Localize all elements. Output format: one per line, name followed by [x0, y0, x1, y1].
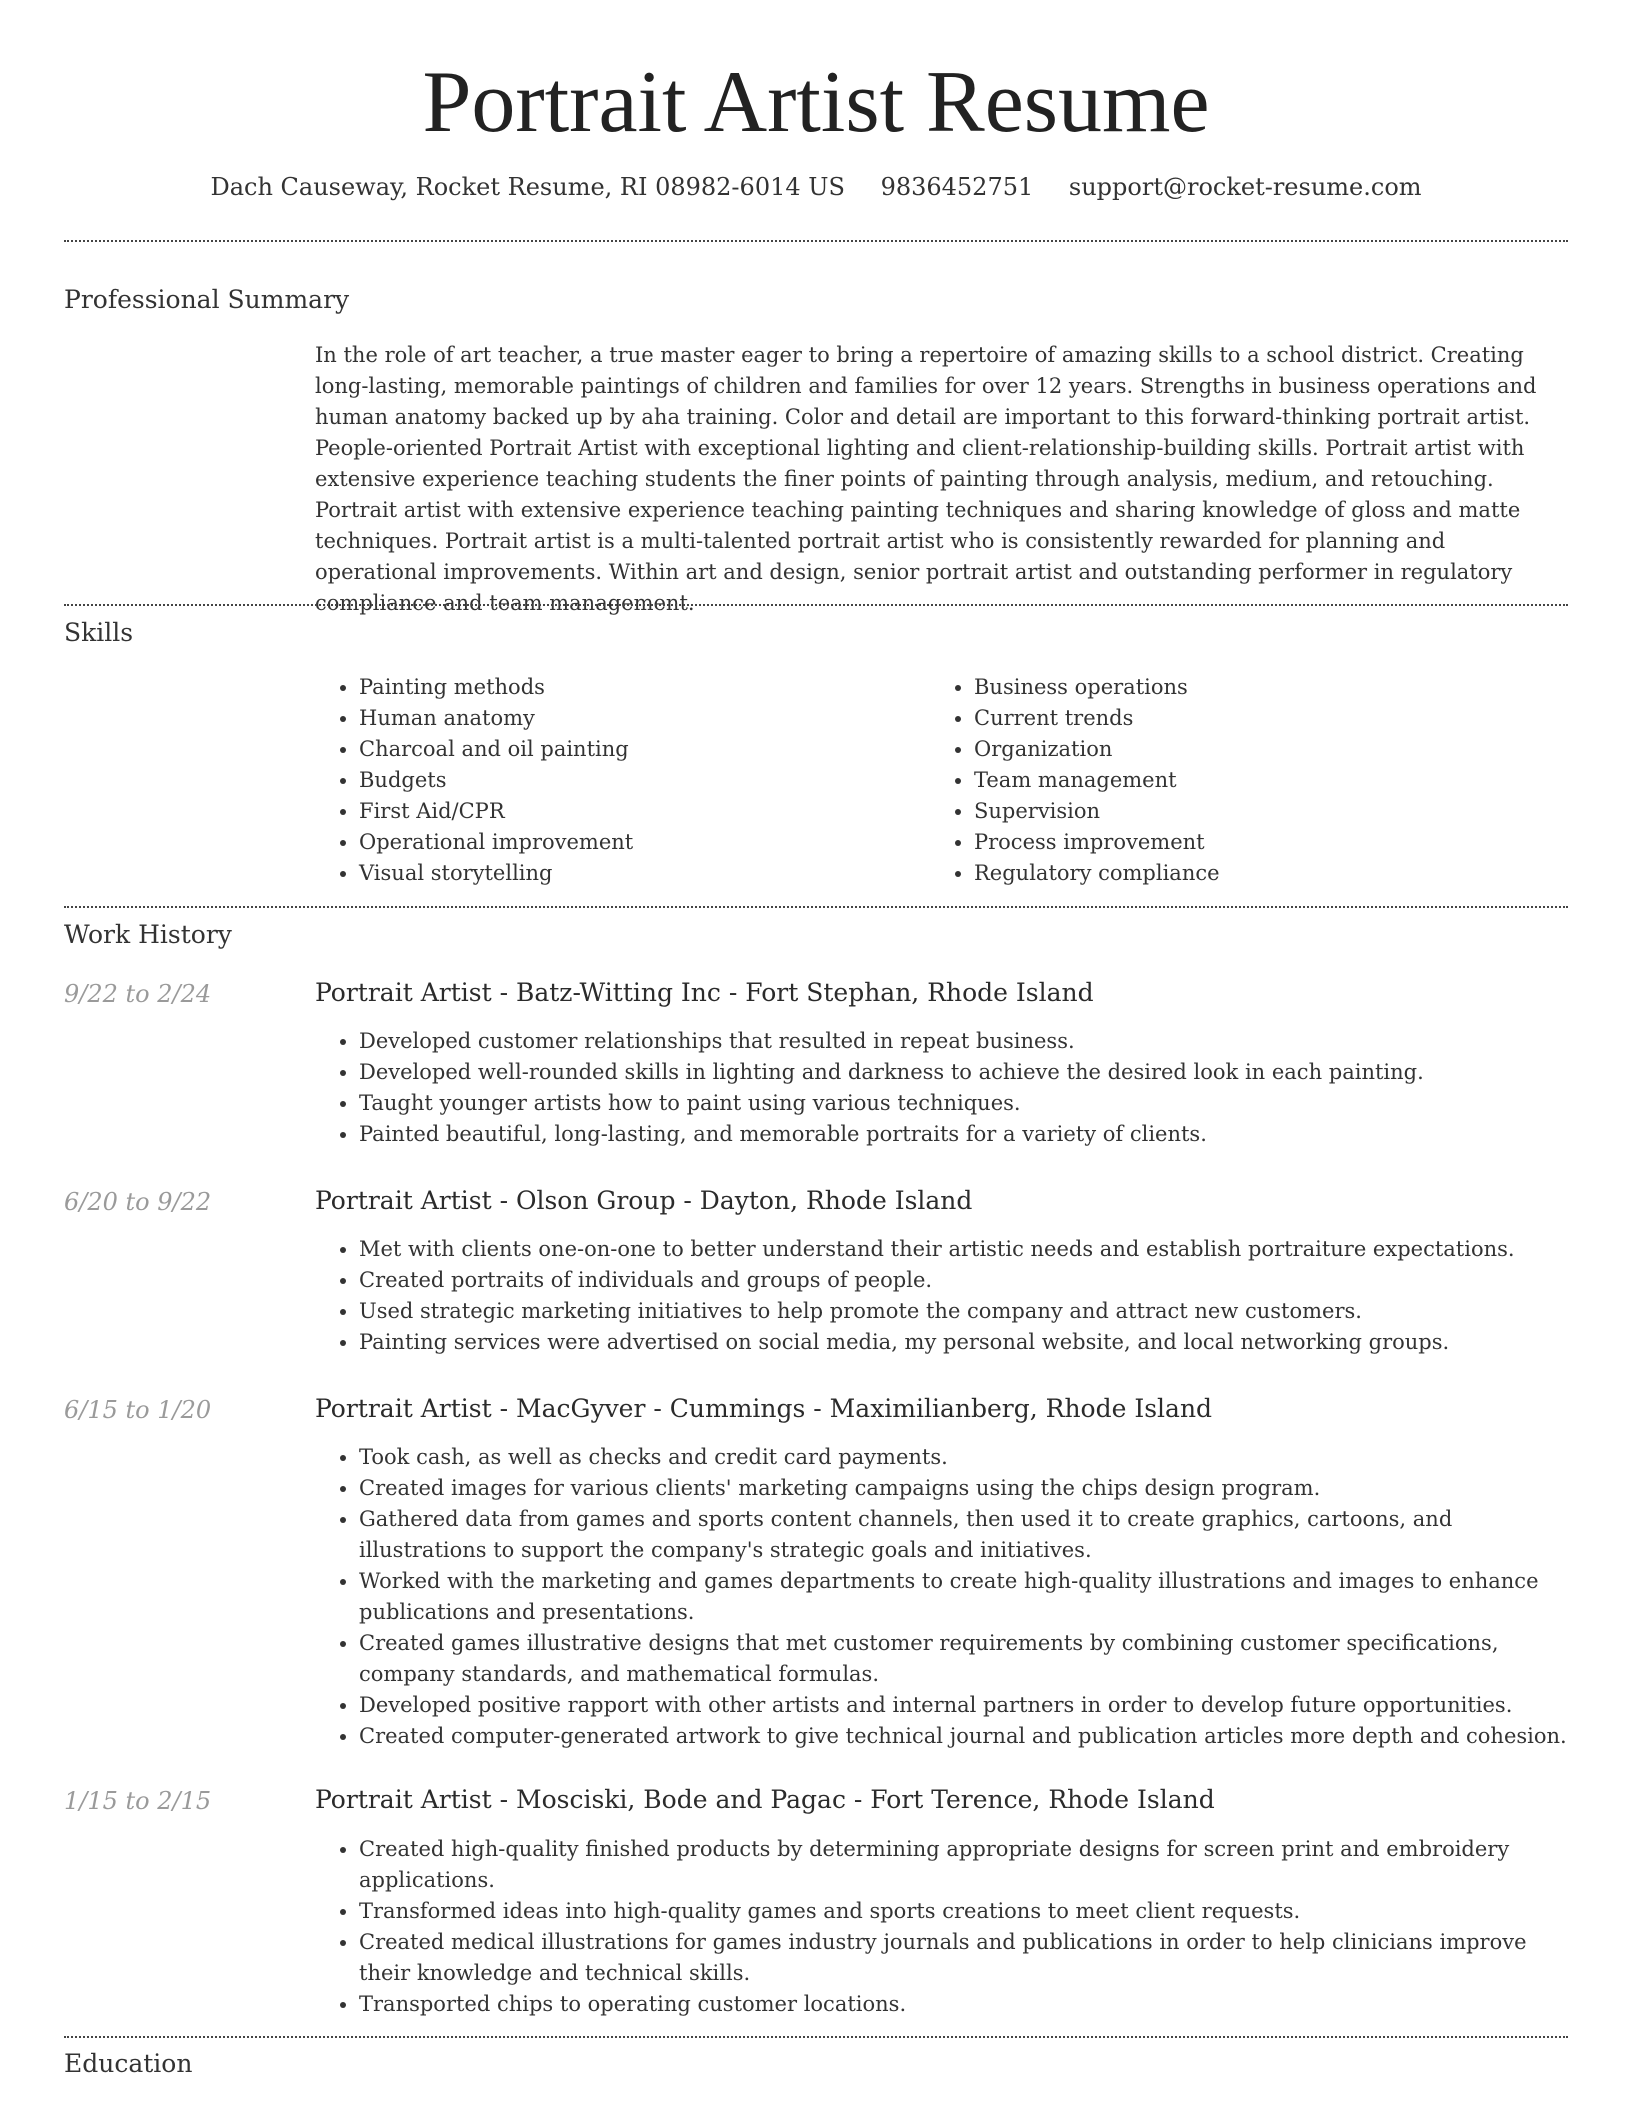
- work-history-heading: Work History: [64, 920, 232, 949]
- job-title: Portrait Artist - Mosciski, Bode and Pagac - Fort Terence, Rhode Island: [315, 1785, 1215, 1814]
- job-bullet: • Created images for various clients' marketing campaigns using the chips design program.: [359, 1473, 1568, 1504]
- skill-item: • Supervision: [974, 796, 1534, 827]
- job-bullet: • Created games illustrative designs that met customer requirements by combining customer specifications, company standards, and mathematical formulas.: [359, 1628, 1568, 1690]
- job-title: Portrait Artist - Batz-Witting Inc - Fort Stephan, Rhode Island: [315, 978, 1094, 1007]
- resume-title: Portrait Artist Resume: [422, 54, 1210, 151]
- job-dates: 6/20 to 9/22: [64, 1188, 212, 1216]
- job-bullet: • Worked with the marketing and games departments to create high-quality illustrations and images to enhance publications and presentations.: [359, 1566, 1568, 1628]
- skills-heading: Skills: [64, 618, 134, 647]
- job-title: Portrait Artist - Olson Group - Dayton, Rhode Island: [315, 1186, 973, 1215]
- work-history-divider: [64, 2036, 1568, 2038]
- skill-item: • Team management: [974, 765, 1534, 796]
- job-bullet: • Developed customer relationships that resulted in repeat business.: [359, 1026, 1568, 1057]
- job-bullet: • Gathered data from games and sports content channels, then used it to create graphics, cartoons, and illustrations to support the company's strategic goals and initiatives.: [359, 1504, 1568, 1566]
- skill-item: • Painting methods: [359, 672, 919, 703]
- job-bullet: • Took cash, as well as checks and credit card payments.: [359, 1442, 1568, 1473]
- skill-item: • Human anatomy: [359, 703, 919, 734]
- job-dates: 6/15 to 1/20: [64, 1396, 212, 1424]
- summary-divider: [64, 604, 1568, 606]
- skill-item: • Current trends: [974, 703, 1534, 734]
- job-dates: 1/15 to 2/15: [64, 1787, 212, 1815]
- job-bullet: • Transported chips to operating customer locations.: [359, 1989, 1568, 2020]
- contact-email: support@rocket-resume.com: [1068, 173, 1422, 201]
- contact-address: Dach Causeway, Rocket Resume, RI 08982-6014 US: [210, 173, 845, 201]
- job-bullet: • Met with clients one-on-one to better understand their artistic needs and establish portraiture expectations.: [359, 1234, 1568, 1265]
- education-heading: Education: [64, 2049, 193, 2078]
- job-bullet: • Created high-quality finished products by determining appropriate designs for screen print and embroidery applications.: [359, 1834, 1568, 1896]
- job-bullet: • Painting services were advertised on social media, my personal website, and local networking groups.: [359, 1327, 1568, 1358]
- summary-text: In the role of art teacher, a true master eager to bring a repertoire of amazing skills to a school district. Creating long-lasting, memorable paintings of children and families for over 12 years. Strengths in business operations and human anatomy backed up by aha training. Color and detail are important to this forward-thinking portrait artist. People-oriented Portrait Artist with exceptional lighting and client-relationship-building skills. Portrait artist with extensive experience teaching students the finer points of painting through analysis, medium, and retouching. Portrait artist with extensive experience teaching painting techniques and sharing knowledge of gloss and matte techniques. Portrait artist is a multi-talented portrait artist who is consistently rewarded for planning and operational improvements. Within art and design, senior portrait artist and outstanding performer in regulatory compliance and team management.: [315, 343, 1537, 615]
- job-bullets: [315, 1234, 1568, 1358]
- skill-item: • Process improvement: [974, 827, 1534, 858]
- skill-item: • Charcoal and oil painting: [359, 734, 919, 765]
- job-bullet: • Painted beautiful, long-lasting, and memorable portraits for a variety of clients.: [359, 1119, 1568, 1150]
- contact-phone: 9836452751: [880, 173, 1034, 201]
- job-dates: 9/22 to 2/24: [64, 980, 212, 1008]
- summary-heading: Professional Summary: [64, 285, 350, 314]
- job-bullet: • Created medical illustrations for games industry journals and publications in order to help clinicians improve their knowledge and technical skills.: [359, 1927, 1568, 1989]
- skill-item: • Operational improvement: [359, 827, 919, 858]
- contact-line: [0, 170, 1632, 204]
- job-bullet: • Developed well-rounded skills in lighting and darkness to achieve the desired look in each painting.: [359, 1057, 1568, 1088]
- job-bullets: [315, 1026, 1568, 1150]
- skills-divider: [64, 906, 1568, 908]
- header-divider: [64, 240, 1568, 242]
- job-bullet: • Created computer-generated artwork to give technical journal and publication articles more depth and cohesion.: [359, 1721, 1568, 1752]
- skill-item: • Visual storytelling: [359, 858, 919, 889]
- skill-item: • Budgets: [359, 765, 919, 796]
- job-bullet: • Used strategic marketing initiatives to help promote the company and attract new customers.: [359, 1296, 1568, 1327]
- skills-list-right: [930, 672, 1534, 889]
- skill-item: • Organization: [974, 734, 1534, 765]
- job-bullets: [315, 1442, 1568, 1752]
- skill-item: • First Aid/CPR: [359, 796, 919, 827]
- skill-item: • Business operations: [974, 672, 1534, 703]
- job-bullet: • Created portraits of individuals and groups of people.: [359, 1265, 1568, 1296]
- job-bullets: [315, 1834, 1568, 2020]
- job-bullet: • Developed positive rapport with other artists and internal partners in order to develop future opportunities.: [359, 1690, 1568, 1721]
- job-bullet: • Taught younger artists how to paint using various techniques.: [359, 1088, 1568, 1119]
- job-bullet: • Transformed ideas into high-quality games and sports creations to meet client requests.: [359, 1896, 1568, 1927]
- skill-item: • Regulatory compliance: [974, 858, 1534, 889]
- skills-list-left: [315, 672, 919, 889]
- job-title: Portrait Artist - MacGyver - Cummings - Maximilianberg, Rhode Island: [315, 1394, 1213, 1423]
